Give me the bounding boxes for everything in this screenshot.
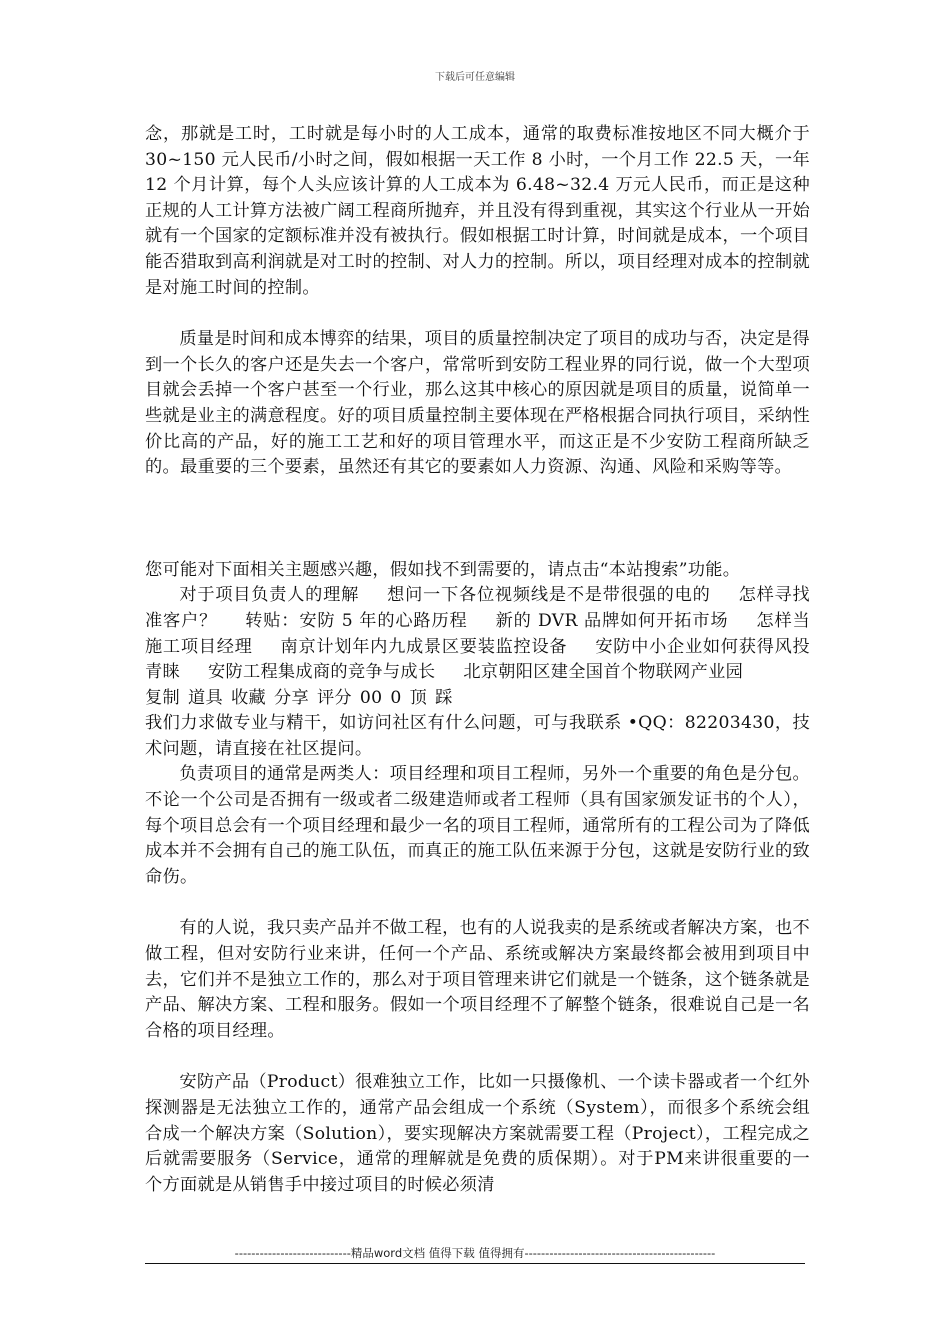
header-note: 下载后可任意编辑 <box>435 72 515 83</box>
share-action[interactable]: 分享 <box>273 687 309 708</box>
rating-count: 00 <box>359 687 383 708</box>
upvote-action[interactable]: 顶 <box>409 687 428 708</box>
related-link[interactable]: 新的 DVR 品牌如何开拓市场 <box>495 610 729 631</box>
paragraph-spacer <box>145 890 810 916</box>
related-link[interactable]: 北京朝阳区建全国首个物联网产业园 <box>463 662 744 683</box>
tools-action[interactable]: 道具 <box>187 687 223 708</box>
related-link[interactable]: 安防中小企业如何获得风投青睐 <box>145 636 810 683</box>
paragraph-labor-cost: 念，那就是工时，工时就是每小时的人工成本，通常的取费标准按地区不同大概介于 30~150 元人民币/小时之间，假如根据一天工作 8 小时，一个月工作 22.5 天，一年 12 个月计算，每个人头应该计算的人工成本为 6.48~32.4 万元人民币，而正是这种正规的人工计算方法被广阔工程商所抛弃，并且没有得到重视，其实这个行业从一开始就有一个国家的定额标准并没有被执行。假如根据工时计算，时间就是成本，一个项目能否猎取到高利润就是对工时的控制、对人力的控制。所以，项目经理对成本的控制就是对施工时间的控制。 <box>145 124 810 298</box>
related-link[interactable]: 怎样当施工项目经理 <box>145 610 811 657</box>
rating-value: 0 <box>390 687 402 708</box>
paragraph-quality: 质量是时间和成本博弈的结果，项目的质量控制决定了项目的成功与否，决定是得到一个长久的客户还是失去一个客户，常常听到安防工程业界的同行说，做一个大型项目就会丢掉一个客户甚至一个行业，那么这其中核心的原因就是项目的质量，说简单一些就是业主的满意程度。好的项目质量控制主要体现在严格根据合同执行项目，采纳性价比高的产品，好的施工工艺和好的项目管理水平，而这正是不少安防工程商所缺乏的。最重要的三个要素，虽然还有其它的要素如人力资源、沟通、风险和采购等等。 <box>145 329 810 478</box>
footer-note: ----------------------------精品word文档 值得下载 值得拥有---------------------------------------------- <box>234 1246 716 1260</box>
paragraph-product-system: 安防产品（Product）很难独立工作，比如一只摄像机、一个读卡器或者一个红外探测器是无法独立工作的，通常产品会组成一个系统（System），而很多个系统会组合成一个解决方案（Solution），要实现解决方案就需要工程（Project），工程完成之后就需要服务（Service，通常的理解就是免费的质保期）。对于PM来讲很重要的一个方面就是从销售手中接过项目的时候必须清 <box>145 1072 810 1195</box>
paragraph-spacer <box>145 1044 810 1070</box>
related-link[interactable]: 怎样寻找准客户？ <box>145 585 810 631</box>
rate-action[interactable]: 评分 <box>316 687 352 708</box>
related-link[interactable]: 安防工程集成商的竞争与成长 <box>207 662 436 683</box>
related-topics-intro: 您可能对下面相关主题感兴趣，假如找不到需要的，请点击“本站搜索”功能。 <box>145 559 741 580</box>
document-body <box>145 122 810 1198</box>
post-action-row <box>145 686 810 712</box>
contact-note: 我们力求做专业与精干，如访问社区有什么问题，可与我联系 •QQ：82203430，技术问题，请直接在社区提问。 <box>145 713 810 759</box>
paragraph-product-chain: 有的人说，我只卖产品并不做工程，也有的人说我卖的是系统或者解决方案，也不做工程，但对安防行业来讲，任何一个产品、系统或解决方案最终都会被用到项目中去，它们并不是独立工作的，那么对于项目管理来讲它们就是一个链条，这个链条就是产品、解决方案、工程和服务。假如一个项目经理不了解整个链条，很难说自己是一名合格的项目经理。 <box>145 918 810 1041</box>
downvote-action[interactable]: 踩 <box>435 687 453 708</box>
related-link[interactable]: 转贴：安防 5 年的心路历程 <box>245 610 468 631</box>
related-link[interactable]: 南京计划年内九成景区要装监控设备 <box>280 636 568 657</box>
related-link[interactable]: 对于项目负责人的理解 <box>179 585 360 606</box>
paragraph-spacer <box>145 301 810 327</box>
footer-divider <box>145 1263 805 1264</box>
copy-action[interactable]: 复制 <box>145 687 180 708</box>
related-topics-list <box>145 583 810 685</box>
paragraph-project-roles: 负责项目的通常是两类人：项目经理和项目工程师，另外一个重要的角色是分包。不论一个公司是否拥有一级或者二级建造师或者工程师（具有国家颁发证书的个人），每个项目总会有一个项目经理和最少一名的项目工程师，通常所有的工程公司为了降低成本并不会拥有自己的施工队伍，而真正的施工队伍来源于分包，这就是安防行业的致命伤。 <box>145 764 810 887</box>
related-link[interactable]: 想问一下各位视频线是不是带很强的电的 <box>387 585 711 606</box>
favorite-action[interactable]: 收藏 <box>230 687 266 708</box>
section-spacer <box>145 481 810 558</box>
